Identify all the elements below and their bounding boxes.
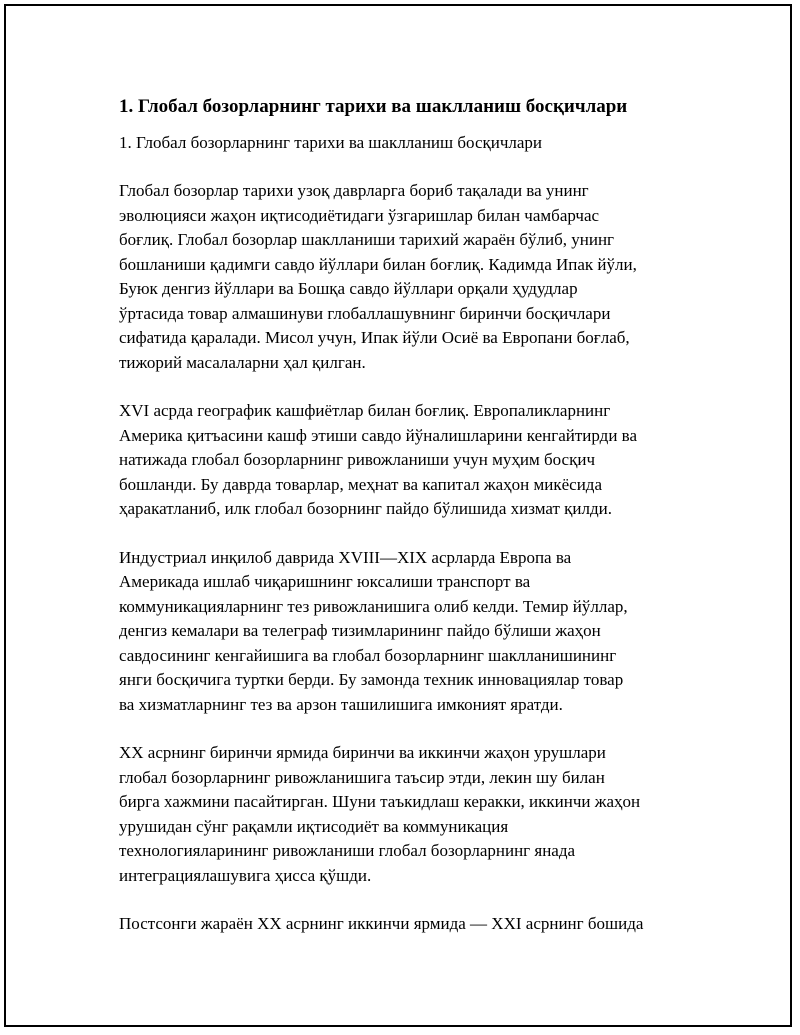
text-line: сифатида қаралади. Мисол учун, Ипак йўли Осиё ва Европани боғлаб, xyxy=(119,328,630,347)
text-line: интеграциялашувига ҳисса қўшди. xyxy=(119,865,372,885)
text-line: Америкада ишлаб чиқаришнинг юксалиши транспорт ва xyxy=(119,572,531,591)
paragraph-4 xyxy=(119,741,699,888)
text-line: Постсонги жараён XX асрнинг иккинчи ярмида — XXI асрнинг бошида xyxy=(119,914,644,933)
text-line: Индустриал инқилоб даврида XVIII—XIX асрларда Европа ва xyxy=(119,547,572,567)
paragraph-2 xyxy=(119,399,699,522)
text-line: XVI асрда географик кашфиётлар билан боғлиқ. Европаликларнинг xyxy=(119,401,611,420)
document-page xyxy=(4,4,792,1027)
paragraph-3 xyxy=(119,546,699,718)
text-line: ўртасида товар алмашинуви глобаллашувнинг биринчи босқичлари xyxy=(119,303,611,323)
text-line: технологияларининг ривожланиши глобал бозорларнинг янада xyxy=(119,841,576,860)
text-line: бошланиши қадимги савдо йўллари билан боғлиқ. Кадимда Ипак йўли, xyxy=(119,254,637,274)
text-line: XX асрнинг биринчи ярмида биринчи ва иккинчи жаҳон урушлари xyxy=(119,743,606,762)
text-line: тижорий масалаларни ҳал қилган. xyxy=(119,352,366,372)
text-line: ва хизматларнинг тез ва арзон ташилишига имконият яратди. xyxy=(119,694,563,714)
text-line: савдосининг кенгайишига ва глобал бозорларнинг шаклланишининг xyxy=(119,645,617,665)
document-heading: 1. Глобал бозорларнинг тарихи ва шаклланиш босқичлари xyxy=(119,96,628,117)
text-line: коммуникацияларнинг тез ривожланишига олиб келди. Темир йўллар, xyxy=(119,596,628,616)
text-line: глобал бозорларнинг ривожланишига таъсир этди, лекин шу билан xyxy=(119,767,605,787)
text-line: натижада глобал бозорларнинг ривожланиши учун муҳим босқич xyxy=(119,450,595,469)
paragraph-1 xyxy=(119,179,699,375)
text-line: Америка қитъасини кашф этиши савдо йўналишларини кенгайтирди ва xyxy=(119,425,638,445)
text-line: Буюк денгиз йўллари ва Бошқа савдо йўллари орқали ҳудудлар xyxy=(119,279,578,298)
text-line: ҳаракатланиб, илк глобал бозорнинг пайдо бўлишида хизмат қилди. xyxy=(119,499,612,518)
document-body xyxy=(119,94,699,937)
text-line: бирга хажмини пасайтирган. Шуни таъкидлаш керакки, иккинчи жаҳон xyxy=(119,792,641,811)
text-line: бошланди. Бу даврда товарлар, меҳнат ва капитал жаҳон микёсида xyxy=(119,474,603,494)
text-line: Глобал бозорлар тарихи узоқ даврларга бориб тақалади ва унинг xyxy=(119,181,589,200)
text-line: денгиз кемалари ва телеграф тизимларининг пайдо бўлиши жаҳон xyxy=(119,621,601,640)
paragraph-5 xyxy=(119,912,699,937)
section-subheading: 1. Глобал бозорларнинг тарихи ва шаклланиш босқичлари xyxy=(119,133,543,152)
text-line: эволюцияси жаҳон иқтисодиётидаги ўзгаришлар билан чамбарчас xyxy=(119,205,600,225)
text-line: янги босқичига туртки берди. Бу замонда техник инновациялар товар xyxy=(119,670,624,689)
text-line: боғлиқ. Глобал бозорлар шаклланиши тарихий жараён бўлиб, унинг xyxy=(119,230,615,249)
text-line: урушидан сўнг рақамли иқтисодиёт ва коммуникация xyxy=(119,816,509,836)
